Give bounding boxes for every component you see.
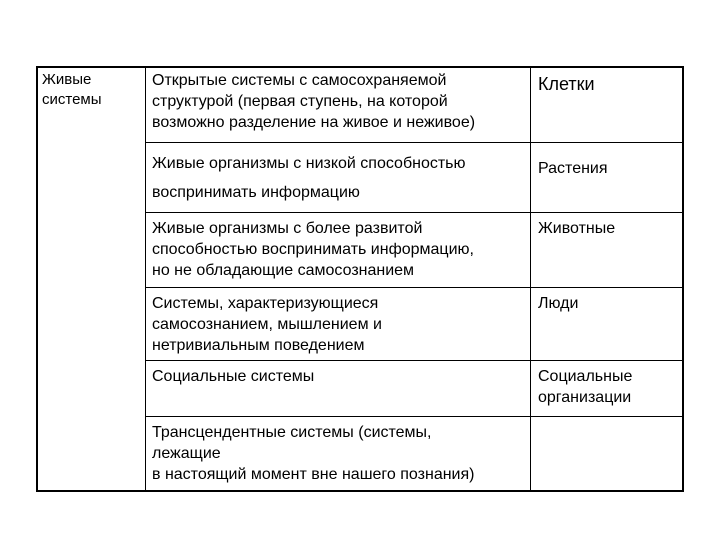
description-line: возможно разделение на живое и неживое)	[152, 114, 476, 131]
description-line: Трансцендентные системы (системы,	[152, 424, 432, 441]
description-line: лежащие	[152, 445, 221, 462]
category-line: системы	[42, 91, 102, 108]
example-cell	[538, 366, 632, 408]
example-cell	[538, 218, 615, 239]
row-divider	[145, 416, 682, 417]
row-divider	[145, 212, 682, 213]
example-line: Социальные	[538, 368, 633, 385]
example-line: Люди	[538, 295, 579, 312]
description-cell	[152, 422, 474, 485]
description-cell	[152, 366, 314, 387]
description-line: воспринимать информацию	[152, 184, 360, 201]
description-cell	[152, 70, 475, 133]
description-cell	[152, 293, 382, 356]
description-line: нетривиальным поведением	[152, 337, 365, 354]
description-line: в настоящий момент вне нашего познания)	[152, 466, 475, 483]
description-cell	[152, 218, 474, 281]
description-line: Открытые системы с самосохраняемой	[152, 72, 447, 89]
example-cell	[538, 158, 608, 179]
example-line: Клетки	[538, 74, 595, 94]
example-line: Растения	[538, 160, 608, 177]
description-line: Социальные системы	[152, 368, 315, 385]
example-cell	[538, 74, 595, 95]
column-divider-1	[145, 68, 146, 490]
example-line: Животные	[538, 220, 616, 237]
description-line: Живые организмы с более развитой	[152, 220, 423, 237]
description-line: самосознанием, мышлением и	[152, 316, 382, 333]
example-cell	[538, 293, 578, 314]
description-line: Живые организмы с низкой способностью	[152, 155, 466, 172]
row-divider	[145, 287, 682, 288]
description-line: структурой (первая ступень, на которой	[152, 93, 448, 110]
example-line: организации	[538, 389, 632, 406]
description-line: но не обладающие самосознанием	[152, 262, 415, 279]
description-cell	[152, 149, 466, 207]
category-cell	[42, 70, 102, 110]
column-divider-2	[530, 68, 531, 490]
description-line: способностью воспринимать информацию,	[152, 241, 474, 258]
description-line: Системы, характеризующиеся	[152, 295, 379, 312]
category-line: Живые	[42, 71, 92, 88]
row-divider	[145, 142, 682, 143]
systems-table	[36, 66, 684, 492]
row-divider	[145, 360, 682, 361]
